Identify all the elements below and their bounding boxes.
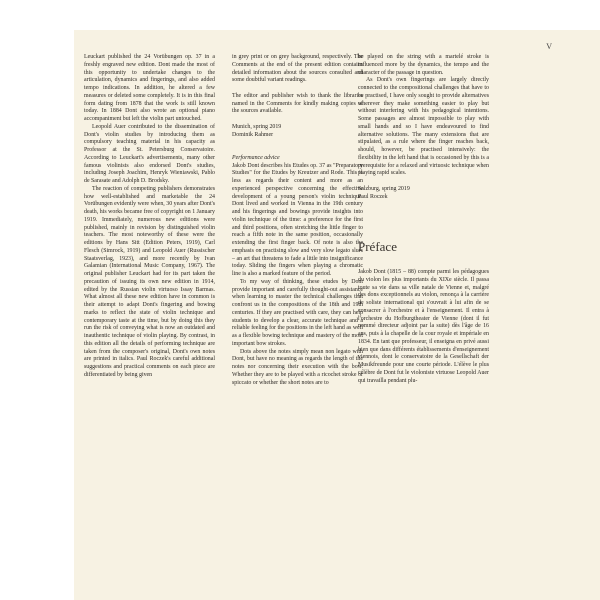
paragraph: Jakob Dont describes his Etudes op. 37 as "Preparatory Studies" for the Etudes by Kreutzer and Rode. This is less as regards their content and more as an experienced perspective concerning the effective development of a young person's violin technique. Dont lived and worked in Vienna in the 19th century and his fingerings and bowings provide insights into violin technique of the time: a preference for the first and third positions, often stretching the little finger to reach a fifth note in the same position, occasionally extending the first finger back. Of note is also the emphasis on practising slow and very slow legato slurs – an art that threatens to fade a little into insignificance today. Sliding the fingers when playing a chromatic line is also a marked feature of the period. (232, 162, 363, 277)
paragraph: be played on the string with a martelé stroke is influenced more by the dynamics, the tempo and the character of the passage in question. (358, 54, 489, 76)
section-heading: Performance advice (232, 154, 280, 161)
signature-place-date: Salzburg, spring 2019 (358, 185, 410, 192)
page-number: V (546, 42, 552, 51)
signature-name: Paul Roczek (358, 193, 388, 200)
text-column-2 (232, 54, 363, 387)
paragraph: Leopold Auer contributed to the dissemination of Dont's violin studies by introducing them as compulsory teaching material in his capacity as Professor at the St. Petersburg Conservatoire. According to Leuckart's advertisements, many other famous violinists also endorsed Dont's studies, including Joseph Joachim, Henryk Wieniawski, Pablo de Sarasate and Adolph D. Brodsky. (84, 123, 215, 184)
paragraph: As Dont's own fingerings are largely directly connected to the compositional challenges that have to be practised, I have only sought to provide alternatives wherever they make something easier to play but without interfering with his pedagogical intentions. Some passages are almost impossible to play with small hands and so I have endeavoured to find alternative solutions. The many extensions that are stipulated, as a rule where the finger reaches back, should, however, be practised intensively: the flexibility in the left hand that is occasioned by this is a prerequisite for a relaxed and virtuosic technique when playing rapid scales. (358, 77, 489, 177)
signature-place-date: Munich, spring 2019 (232, 123, 282, 130)
preface-heading: Préface (358, 239, 397, 255)
paragraph: in grey print or on grey background, respectively. The Comments at the end of the present edition contains detailed information about the sources consulted and some doubtful variant readings. (232, 54, 363, 84)
paragraph: The editor and publisher wish to thank the libraries named in the Comments for kindly making copies of the sources available. (232, 92, 363, 115)
text-column-1 (84, 54, 215, 380)
paragraph: Jakob Dont (1815 – 88) compte parmi les pédagogues du violon les plus importants du XIXe siècle. Il passa toute sa vie dans sa ville natale de Vienne et, malgré des dons exceptionnels au violon, renonça à la carrière de soliste international qui s'ouvrait à lui afin de se consacrer à l'orchestre et à l'enseignement. Il entra à l'orchestre du Hofburgtheater de Vienne (dont il fut nommé directeur adjoint par la suite) dès l'âge de 16 ans, puis à la chapelle de la cour royale et impériale en 1834. En tant que professeur, il enseigna en privé aussi bien que dans différents établissements d'enseignement viennois, dont le conservatoire de la Gesellschaft der Musikfreunde pour une courte période. L'élève le plus célèbre de Dont fut le violoniste virtuose Leopold Auer qui travailla pendant plu- (358, 269, 489, 384)
paragraph: The reaction of competing publishers demonstrates how well-established and marketable the 24 Vorübungen evidently were when, 30 years after Dont's death, his works became free of copyright on 1 January 1919. Immediately, numerous new editions were published, mainly in revision by distinguished violin teachers. The most noteworthy of these were the editions by Hans Sitt (Edition Peters, 1919), Carl Flesch (Simrock, 1919) and Leopold Auer (Russischer Staatsverlag, 1923), and more recently by Ivan Galamian (International Music Company, 1967). The original publisher Leuckart had for its part taken the precaution of issuing its own new edition in 1914, edited by the Russian violin virtuoso Issay Barmas. What almost all these new edition have in common is their attempt to adapt Dont's fingering and bowing marks to reflect the state of violin technique and contemporary taste at the time, but by doing this they run the risk of conveying what is now an outdated and inauthentic technique of violin playing. By contrast, in this edition all the details of performing technique are taken from the composer's original, Dont's own notes are printed in italics. Paul Roczek's careful additional suggestions and practical comments on each piece are differentiated by being given (84, 185, 215, 378)
paragraph: Leuckart published the 24 Vorübungen op. 37 in a freshly engraved new edition. Dont made the most of this opportunity to undertake changes to the articulation, dynamics and fingerings, and also added tempo indications. In addition, he altered a few measures or deleted some completely. It is in this final form dating from 1878 that the work is still known today. In 1884 Dont also wrote an optional piano accompaniment but left the violin part untouched. (84, 54, 215, 122)
signature-name: Dominik Rahmer (232, 131, 274, 138)
paragraph: To my way of thinking, these etudes by Dont provide important and carefully thought-out assistance when learning to master the technical challenges that confront us in the compositions of the 18th and 19th centuries. If they are practised with care, they can help students to develop a clear, accurate technique and a reliable feeling for the positions in the left hand as well as a flexible bowing technique and mastery of the most important bow strokes. (232, 278, 363, 347)
paragraph: Dots above the notes simply mean non legato with Dont, but have no meaning as regards the length of the notes nor concerning their execution with the bow. Whether they are to be played with a ricochet stroke or spiccato or whether the short notes are to (232, 348, 363, 386)
text-column-3 (358, 54, 489, 385)
book-page (74, 30, 600, 600)
